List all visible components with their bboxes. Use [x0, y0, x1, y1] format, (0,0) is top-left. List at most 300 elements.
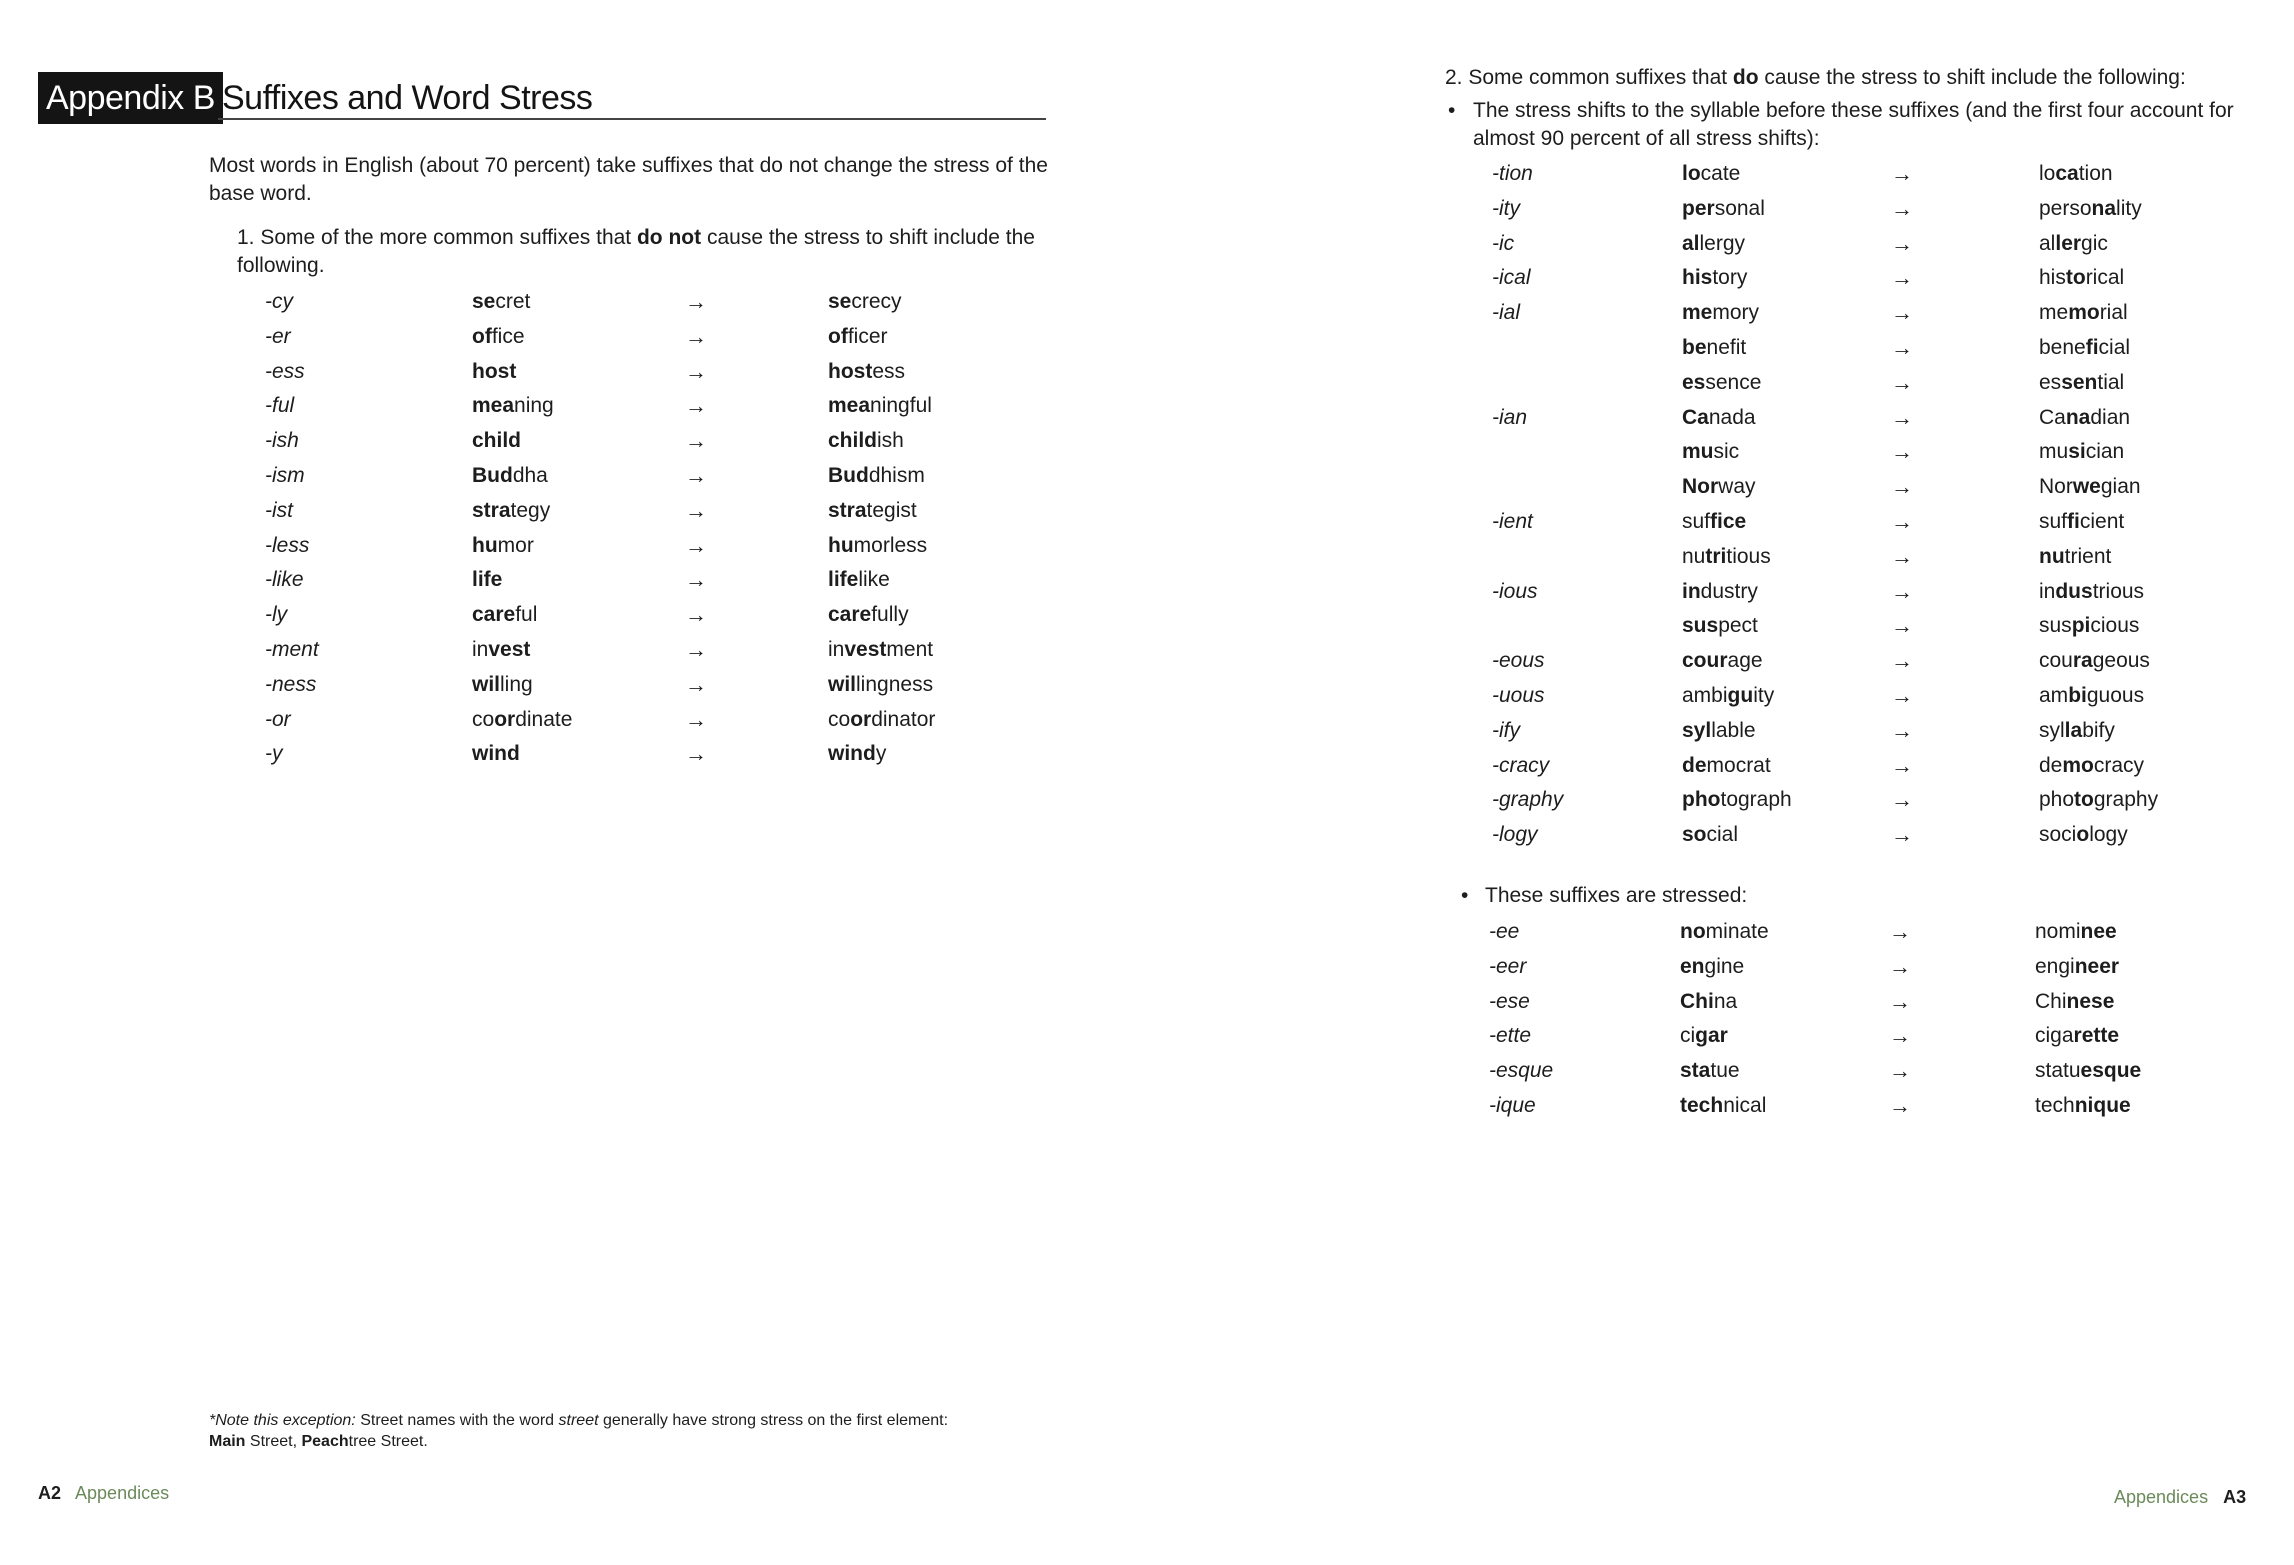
syllable: Chi [2035, 989, 2067, 1013]
arrow-icon: → [685, 567, 707, 593]
syllable: ci [1680, 1024, 1696, 1048]
stressed-syllable: nique [2074, 1093, 2131, 1117]
suffix-row [0, 529, 1100, 564]
right-page [1147, 0, 2294, 1565]
base-word [1682, 609, 1758, 644]
syllable: tion [2078, 162, 2113, 185]
syllable: ambi [1682, 683, 1728, 707]
derived-word [2039, 714, 2115, 749]
arrow-icon: → [685, 532, 707, 558]
stressed-syllable: hu [472, 533, 498, 557]
base-word [472, 563, 502, 598]
suffix-row [1147, 749, 2287, 784]
base-word [472, 737, 520, 772]
base-word [1682, 575, 1758, 610]
syllable: cient [2079, 509, 2125, 533]
stressed-syllable: stra [828, 498, 867, 522]
syllable: sonal [1714, 196, 1765, 220]
derived-word [828, 424, 904, 459]
suffix: -ique [1489, 1093, 1536, 1117]
syllable: ess [872, 359, 906, 383]
suffix-row [0, 703, 1100, 738]
arrow-icon: → [1891, 543, 1913, 569]
suffix: -ist [265, 498, 293, 522]
syllable: rial [2099, 301, 2128, 325]
bullet-1 [1448, 97, 2273, 153]
suffix-row [1147, 366, 2287, 401]
syllable: cret [495, 290, 531, 313]
syllable: tious [1726, 544, 1771, 568]
derived-word [2035, 1089, 2131, 1124]
stressed-syllable: na [2091, 196, 2117, 220]
syllable: geous [2092, 649, 2150, 673]
stressed-syllable: es [1682, 370, 1706, 394]
base-word [472, 320, 525, 355]
stressed-syllable: tech [1680, 1093, 1724, 1117]
base-word [1680, 915, 1769, 950]
item-2-text-bold: do [1732, 66, 1759, 89]
suffix-row [0, 355, 1100, 390]
stressed-syllable: Nor [1682, 475, 1719, 499]
stressed-syllable: fi [2085, 335, 2099, 359]
suffix-row [1147, 1054, 2287, 1089]
suffix: -cy [265, 290, 293, 313]
arrow-icon: → [1891, 300, 1913, 326]
suffix: -like [265, 568, 304, 592]
syllable: tegist [866, 498, 917, 522]
suffix: -er [265, 324, 291, 348]
suffix: -ess [265, 359, 305, 383]
derived-word [2035, 1019, 2119, 1054]
syllable: nefit [1706, 335, 1747, 359]
stressed-syllable: ra [2072, 649, 2093, 673]
base-word [472, 494, 550, 529]
suffix: -ical [1492, 266, 1531, 290]
stressed-syllable: sus [1682, 614, 1719, 638]
arrow-icon: → [1889, 1092, 1911, 1118]
stressed-syllable: gu [1727, 683, 1754, 707]
syllable: cate [1700, 162, 1741, 185]
syllable: mory [1712, 301, 1760, 325]
stressed-syllable: hu [828, 533, 854, 557]
arrow-icon: → [1891, 195, 1913, 221]
arrow-icon: → [685, 289, 707, 314]
syllable: statu [2035, 1059, 2081, 1083]
syllable: ficer [847, 324, 888, 348]
derived-word [828, 459, 925, 494]
syllable: cracy [2093, 753, 2145, 777]
stressed-syllable: mo [2068, 301, 2100, 325]
suffix: -or [265, 707, 291, 731]
stressed-syllable: syl [1682, 718, 1712, 742]
arrow-icon: → [1891, 265, 1913, 291]
base-word [1680, 1054, 1740, 1089]
suffix: -uous [1492, 683, 1545, 707]
syllable: logy [2089, 823, 2128, 847]
syllable: ful [515, 603, 538, 627]
stressed-syllable: rette [2073, 1024, 2120, 1048]
derived-word [2035, 985, 2114, 1020]
syllable: cian [2085, 440, 2125, 464]
folio-page-number: A2 [38, 1483, 62, 1503]
derived-word [2039, 366, 2124, 401]
suffix-table-shift [1147, 157, 2287, 853]
stressed-syllable: mea [472, 394, 515, 418]
syllable: dinator [871, 707, 936, 731]
stressed-syllable: esque [2080, 1059, 2142, 1083]
base-word [1682, 470, 1756, 505]
arrow-icon: → [685, 636, 707, 662]
derived-word [828, 389, 932, 424]
stressed-syllable: or [494, 707, 516, 731]
suffix-table-stressed [1147, 915, 2287, 1124]
arrow-icon: → [1891, 648, 1913, 674]
header-rule [218, 118, 1046, 120]
arrow-icon: → [1891, 230, 1913, 256]
syllable: dhism [868, 463, 925, 487]
stressed-syllable: stra [472, 498, 511, 522]
suffix-row [1147, 644, 2287, 679]
syllable: ciga [2035, 1024, 2074, 1048]
base-word [1682, 157, 1740, 192]
suffix-row [1147, 783, 2287, 818]
syllable: cou [2039, 649, 2073, 673]
arrow-icon: → [685, 671, 707, 697]
derived-word [2039, 540, 2111, 575]
stressed-syllable: of [828, 324, 848, 348]
suffix: -y [265, 742, 283, 766]
suffix: -ity [1492, 196, 1520, 220]
stressed-syllable: care [472, 603, 516, 627]
stressed-syllable: ca [2055, 162, 2079, 185]
suffix: -ial [1492, 301, 1521, 325]
syllable: sic [1713, 440, 1740, 464]
derived-word [2039, 227, 2108, 262]
derived-word [828, 529, 927, 564]
derived-word [828, 285, 902, 320]
arrow-icon: → [685, 323, 707, 349]
suffix-row [0, 563, 1100, 598]
derived-word [828, 737, 886, 772]
arrow-icon: → [1891, 822, 1913, 848]
syllable: fully [871, 603, 909, 627]
stressed-syllable: so [1682, 823, 1707, 847]
folio-page-number: A3 [2223, 1487, 2247, 1507]
suffix: -ly [265, 603, 288, 627]
syllable: suf [2039, 509, 2068, 533]
arrow-icon: → [1889, 919, 1911, 944]
suffix-row [1147, 261, 2287, 296]
arrow-icon: → [685, 497, 707, 523]
suffix: -ful [265, 394, 295, 418]
suffix: -logy [1492, 823, 1538, 847]
suffix-row [1147, 470, 2287, 505]
folio-section: Appendices [75, 1483, 170, 1503]
syllable: soci [2039, 823, 2077, 847]
syllable: al [2039, 231, 2056, 255]
suffix: -cracy [1492, 753, 1550, 777]
item-2 [1445, 64, 2265, 92]
stressed-syllable: nu [2039, 544, 2065, 568]
stressed-syllable: tri [1705, 544, 1727, 568]
stressed-syllable: vest [844, 637, 887, 661]
suffix-row [1147, 435, 2287, 470]
base-word [472, 703, 572, 738]
syllable: trient [2064, 544, 2112, 568]
suffix: -ient [1492, 509, 1533, 533]
suffix: -eer [1489, 954, 1527, 978]
suffix-row [0, 737, 1100, 772]
arrow-icon: → [1889, 1058, 1911, 1084]
syllable: lo [2039, 162, 2056, 185]
stressed-syllable: or [850, 707, 872, 731]
suffix-row [1147, 950, 2287, 985]
derived-word [2039, 331, 2130, 366]
syllable: his [2039, 266, 2066, 290]
derived-word [2039, 192, 2142, 227]
stressed-syllable: to [2074, 788, 2094, 812]
syllable: sence [1705, 370, 1762, 394]
syllable: nu [1682, 544, 1706, 568]
suffix: -ian [1492, 405, 1528, 429]
syllable: tial [2097, 370, 2125, 394]
derived-word [2039, 261, 2124, 296]
footnote-text-1: Street names with the word [355, 1412, 559, 1429]
stressed-syllable: child [472, 429, 522, 453]
suffix-row [0, 494, 1100, 529]
stressed-syllable: se [472, 290, 496, 313]
syllable: dustry [1700, 579, 1758, 603]
suffix-row [0, 424, 1100, 459]
stressed-syllable: na [2065, 405, 2091, 429]
item-1 [237, 224, 1067, 280]
base-word [472, 355, 516, 390]
arrow-icon: → [1891, 578, 1913, 604]
syllable: tegy [510, 498, 551, 522]
arrow-icon: → [1891, 787, 1913, 813]
base-word [1682, 366, 1761, 401]
syllable: dinate [515, 707, 573, 731]
syllable: tue [1710, 1059, 1740, 1083]
stressed-syllable: per [1682, 196, 1715, 220]
suffix-row [1147, 1089, 2287, 1124]
base-word [1682, 714, 1756, 749]
syllable: gine [1704, 954, 1745, 978]
suffix-row [0, 320, 1100, 355]
stressed-syllable: gar [1695, 1024, 1728, 1048]
syllable: cial [1706, 823, 1739, 847]
syllable: perso [2039, 196, 2092, 220]
stressed-syllable: de [1682, 753, 1707, 777]
intro-paragraph: Most words in English (about 70 percent) take suffixes that do not change the stress of the base word. [209, 154, 1048, 205]
suffix: -ify [1492, 718, 1520, 742]
derived-word [828, 668, 933, 703]
stressed-syllable: wil [828, 672, 857, 696]
arrow-icon: → [685, 706, 707, 732]
footnote-example-1-rest: Street, [245, 1433, 302, 1450]
stressed-syllable: we [2072, 475, 2101, 499]
footnote-word: street [558, 1412, 599, 1429]
suffix-table-no-shift [0, 285, 1100, 772]
appendix-header [38, 72, 1046, 126]
arrow-icon: → [685, 462, 707, 488]
suffix-row [1147, 609, 2287, 644]
syllable: nical [1723, 1093, 1767, 1117]
stressed-syllable: life [828, 568, 859, 592]
syllable: nada [1708, 405, 1756, 429]
arrow-icon: → [1891, 752, 1913, 778]
base-word [1682, 296, 1759, 331]
folio-left [38, 1481, 169, 1505]
bullet-2-marker: • [1461, 884, 1469, 907]
stressed-syllable: mo [2062, 753, 2094, 777]
base-word [1682, 401, 1756, 436]
base-word [1682, 505, 1746, 540]
syllable: na [1713, 989, 1738, 1013]
stressed-syllable: nese [2066, 989, 2115, 1013]
folio-right [2114, 1485, 2246, 1509]
syllable: me [2039, 301, 2069, 325]
suffix-row [1147, 192, 2287, 227]
stressed-syllable: fi [2067, 509, 2080, 533]
stressed-syllable: his [1682, 266, 1713, 290]
base-word [472, 459, 548, 494]
syllable: ningful [870, 394, 932, 418]
stressed-syllable: to [2065, 266, 2086, 290]
stressed-syllable: no [1680, 920, 1706, 943]
syllable: pho [2039, 788, 2075, 812]
stressed-syllable: nee [2080, 920, 2117, 943]
suffix: -ness [265, 672, 317, 696]
suffix-row [1147, 505, 2287, 540]
derived-word [2039, 679, 2144, 714]
syllable: ning [514, 394, 554, 418]
syllable: lable [1711, 718, 1756, 742]
item-1-text-pre: Some of the more common suffixes that [260, 226, 637, 249]
arrow-icon: → [685, 741, 707, 767]
syllable: mor [497, 533, 534, 557]
stressed-syllable: vest [488, 637, 531, 661]
derived-word [2039, 749, 2144, 784]
arrow-icon: → [1891, 161, 1913, 186]
suffix: -ic [1492, 231, 1515, 255]
base-word [1680, 950, 1744, 985]
derived-word [2039, 505, 2124, 540]
stressed-syllable: wil [472, 672, 501, 696]
syllable: es [2039, 370, 2062, 394]
syllable: morless [853, 533, 928, 557]
base-word [1682, 435, 1739, 470]
syllable: minate [1705, 920, 1769, 943]
base-word [1682, 818, 1738, 853]
suffix: -less [265, 533, 310, 557]
syllable: ity [1753, 683, 1775, 707]
base-word [1682, 644, 1763, 679]
stressed-syllable: neer [2074, 954, 2120, 978]
item-2-number: 2. [1445, 66, 1463, 89]
bullet-2-text: These suffixes are stressed: [1485, 884, 1748, 907]
stressed-syllable: life [472, 568, 503, 592]
derived-word [2039, 401, 2130, 436]
bullet-2 [1461, 882, 2185, 910]
footnote-example-2-bold: Peach [301, 1433, 349, 1450]
arrow-icon: → [1891, 682, 1913, 708]
stressed-syllable: wind [472, 742, 520, 766]
syllable: de [2039, 753, 2063, 777]
bullet-1-text: The stress shifts to the syllable before these suffixes (and the first four account for almost 90 percent of all stress shifts): [1473, 99, 2234, 150]
stressed-syllable: mu [1682, 440, 1714, 464]
syllable: bify [2082, 718, 2115, 742]
derived-word [828, 494, 917, 529]
syllable: Nor [2039, 475, 2073, 499]
syllable: age [1727, 649, 1763, 673]
derived-word [828, 320, 888, 355]
syllable: suf [1682, 509, 1711, 533]
stressed-syllable: of [472, 324, 492, 348]
base-word [472, 598, 537, 633]
footnote-lead: *Note this exception: [209, 1412, 356, 1429]
syllable: trious [2092, 579, 2145, 603]
syllable: in [828, 637, 845, 661]
syllable: like [858, 568, 890, 592]
syllable: in [472, 637, 489, 661]
base-word [1682, 749, 1771, 784]
syllable: crecy [851, 290, 902, 313]
appendix-title: Suffixes and Word Stress [222, 79, 593, 117]
base-word [472, 633, 530, 668]
syllable: gic [2081, 231, 2108, 255]
syllable: mu [2039, 440, 2069, 464]
footnote-line-1 [209, 1410, 948, 1431]
syllable: graphy [2093, 788, 2159, 812]
arrow-icon: → [1891, 717, 1913, 743]
stressed-syllable: me [1682, 301, 1713, 325]
derived-word [2039, 575, 2144, 610]
stressed-syllable: lo [1682, 162, 1701, 185]
syllable: ish [877, 429, 904, 453]
item-2-text-pre: Some common suffixes that [1468, 66, 1733, 89]
stressed-syllable: Chi [1680, 989, 1714, 1013]
syllable: sus [2039, 614, 2072, 638]
arrow-icon: → [1891, 404, 1913, 430]
syllable: dha [512, 463, 548, 487]
syllable: lergy [1699, 231, 1746, 255]
stressed-syllable: Bud [828, 463, 869, 487]
suffix: -ism [265, 463, 305, 487]
suffix: -ese [1489, 989, 1530, 1013]
derived-word [2039, 783, 2158, 818]
arrow-icon: → [685, 428, 707, 454]
suffix: -tion [1492, 162, 1533, 185]
arrow-icon: → [1889, 953, 1911, 979]
syllable: engi [2035, 954, 2075, 978]
stressed-syllable: pi [2071, 614, 2091, 638]
item-1-text-post: cause the stress to shift include the following. [237, 226, 1035, 277]
item-2-text-post: cause the stress to shift include the following: [1758, 66, 2186, 89]
base-word [1680, 1019, 1728, 1054]
base-word [1682, 783, 1792, 818]
arrow-icon: → [1891, 613, 1913, 639]
bullet-1-marker: • [1448, 99, 1456, 122]
arrow-icon: → [1891, 474, 1913, 500]
stressed-syllable: pho [1682, 788, 1721, 812]
footnote-example-1-bold: Main [209, 1433, 246, 1450]
arrow-icon: → [685, 393, 707, 419]
stressed-syllable: sen [2061, 370, 2098, 394]
suffix-row [1147, 985, 2287, 1020]
syllable: fice [491, 324, 525, 348]
stressed-syllable: cour [1682, 649, 1728, 673]
